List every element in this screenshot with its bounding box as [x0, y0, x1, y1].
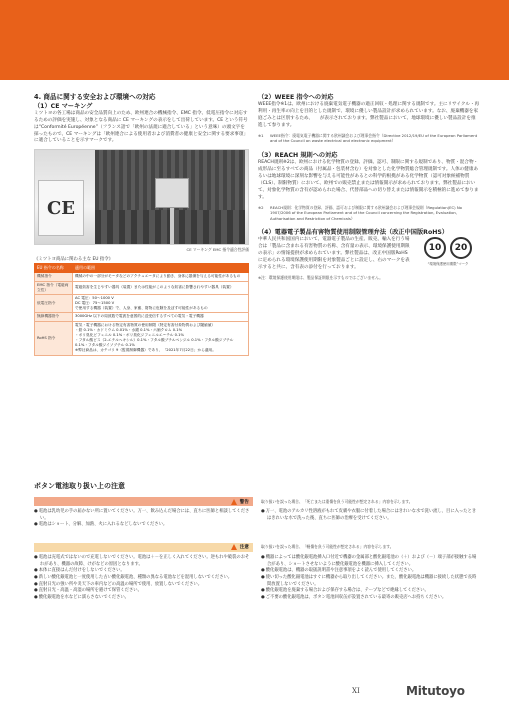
- table-cell-scope: 電磁妨害を生じやすい器具（装置）または性能がこのような妨害に影響されやすい器具（装置）: [73, 281, 249, 294]
- china-rohs-block: [258, 237, 480, 271]
- battery-title: ボタン電池取り扱い上の注意: [34, 482, 125, 490]
- table-row: [35, 273, 249, 281]
- ce-photo-caption: CE マーキング EMC 指令適合性評価: [186, 247, 249, 253]
- list-item: ● 電池はショート、分解、加熱、火に入れるなどしないでください。: [34, 522, 253, 529]
- right-column: [258, 93, 480, 280]
- caution-band-row: [34, 543, 480, 552]
- list-item: ● ご不要の酸化銀電池は、ボタン電池回収缶が設置されている最寄の販売店へお持ちください。: [261, 595, 480, 602]
- caution-list-left: [34, 555, 253, 602]
- eu-directives-table: [34, 263, 249, 355]
- weee-heading: （2）WEEE 指令への対応: [258, 94, 334, 101]
- caution-lists: [34, 555, 480, 602]
- epup-mark-caption: “環境保護使用期限”マーク: [427, 262, 469, 267]
- epup-20-icon: 20: [450, 237, 472, 259]
- china-rohs-body: 中華人民共和国国内において、電器電子製品の生産、販売、輸入を行う場合は「製品に含まれる有害物質の名称、含有量の表示、環境保護使用期限の表示」の情報提供が求められています。弊社製品は、改正中国版RoHSに定められる環境保護使用期限を対象製品ごとに設定し、右のマークを表示すると共に、含有表の添付を行っております。: [258, 237, 410, 271]
- battery-section: [34, 481, 480, 602]
- table-cell-name: RoHS 指令: [35, 321, 73, 355]
- page-footer: [0, 680, 509, 720]
- ce-heading: （1）CE マーキング: [34, 102, 93, 110]
- left-column: [34, 93, 249, 356]
- table-cell-scope: 3000GHz 以下の周波数で電波を意図的に送受信するすべての電気・電子機器: [73, 313, 249, 321]
- weee-footnote-mark: ※1: [258, 132, 264, 138]
- ce-photo: [34, 149, 249, 245]
- list-item: ● 電池は充電式ではないので充電しないでください。電池は＋－を正しく入れてください。逆もれや破裂のおそれがあり、機器の故障、けがなどの原因となります。: [34, 555, 253, 568]
- warning-label: 警告: [239, 499, 249, 505]
- weee-footnote: [258, 133, 480, 144]
- china-rohs-heading: （4）電器電子製品有害物質使用制限管理弁法（改正中国版RoHS）: [258, 229, 449, 237]
- list-item: ● 機器によっては酸化銀電池挿入口付近で機器の金属部と酸化銀電池の（＋）および（－）端子部が接触する場合があり、ショートさせないように酸化銀電池を機器に挿入してください。: [261, 555, 480, 568]
- caution-list-right: [261, 555, 480, 602]
- section-title: 4. 商品に関する安全および環境への対応: [34, 93, 156, 101]
- reach-body: REACH規則※2は、欧州における化学物質の登録、評価、認可、制限に関する規制であり、物質・混合物・成形品に至るすべての商品（付属品・包装材含む）を対象とした化学物質総合管理規制です。人体の健康あるいは地球環境に深刻な影響を与える可能性があるとの科学的根拠がある化学物質（認可対象候補物質（CLS）、制限物質）において、欧州での販売禁止または情報開示が求められております。弊社製品において、対象化学物質の含有が認められた場合、代替部品への切り替えまたは情報開示を積極的に進めて参ります。: [258, 160, 479, 200]
- warning-description: 取り扱いを誤った場合、「死亡または重傷を負う可能性が想定される」内容を示します。: [261, 498, 413, 504]
- table-cell-name: 機械指令: [35, 273, 73, 281]
- table-cell-scope: 電気・電子機器における特定有害物質の使用制限（特定有害付象物質および閾値値） ・鉛 0.1%・カドミウム 0.01%・水銀 0.1%・六価クロム 0.1% ・ポリ臭化ビフェニル 0.1%・ポリ臭化ジフェニルエーテル 0.1% ・フタル酸ビス（2-エチルヘキシル）0.1%・フタル酸ブチルベンジル 0.1%・フタル酸ジブチル 0.1%・フタル酸ジイソブチル 0.1% ※弊社商品は、カテゴリ 9（監視制御機器）であり、「2021年7月22日」から適用。: [73, 321, 249, 355]
- header-orange-band: [0, 0, 509, 80]
- list-item: ● 万一、電池のアルカリ性溶液がもれて皮膚や衣服に付着した場合にはきれいな水で洗い流し、目に入ったときはきれいな水で洗った後、直ちに医師の治療を受けてください。: [261, 509, 480, 522]
- list-item: ● 本体に直接はんだ付けをしないでください。: [34, 568, 253, 575]
- table-row: [35, 281, 249, 294]
- table-cell-name: 無線機器指令: [35, 313, 73, 321]
- table-cell-scope: 機械の中の一部分がモータなどのアクチュエータにより動き、身体に損傷を与える可能性があるもの: [73, 273, 249, 281]
- list-item: ● 新しい酸化銀電池と一度使用した古い酸化銀電池、種類の異なる電池などを混用しないでください。: [34, 575, 253, 582]
- table-row: [35, 294, 249, 313]
- antenna-image: [155, 178, 189, 208]
- reach-footnote: [258, 205, 480, 222]
- weee-footnote-text: WEEE指令：廃電気電子機器に関する欧州議会および理事会指令（Directive 2012/19/EU of the European Parliament and of the Council on waste electrical and electronic equipment）: [270, 132, 478, 144]
- list-item: ● 酸化銀電池を廃棄する場合および保存する場合は、テープなどで絶縁してください。: [261, 588, 480, 595]
- table-cell-scope: AC 電圧：50〜1000 V DC 電圧：75〜1500 V で使用する機器（装置）で、人身、家畜、財物に危険を及ぼす可能性があるもの: [73, 294, 249, 313]
- warning-lists: [34, 509, 480, 529]
- china-rohs-note: ※注：環境保護使用期限は、製品保証期限を示すものではございません。: [258, 274, 383, 280]
- caution-label: 注意: [239, 545, 249, 551]
- table-row: [35, 321, 249, 355]
- list-item: ● 直射日光の強い所や炎天下の車内などの高温の場所で使用、放置しないでください。: [34, 582, 253, 589]
- caution-description: 取り扱いを誤った場合、「軽傷を負う可能性が想定される」内容を示します。: [261, 544, 394, 550]
- page-number: XI: [352, 687, 360, 695]
- epup-marks: [416, 237, 480, 266]
- caution-band: [34, 543, 253, 552]
- mitutoyo-logo: Mitutoyo: [406, 684, 465, 698]
- table-header-scope: 適用の範囲: [73, 264, 249, 273]
- reach-footnote-mark: ※2: [258, 204, 264, 210]
- list-item: ● 直射日光・高温・高湿の場所を避けて保管ください。: [34, 588, 253, 595]
- ce-mark-icon: CE: [38, 180, 84, 236]
- epup-10-icon: 10: [424, 237, 446, 259]
- warning-band: [34, 497, 253, 506]
- warning-triangle-icon: [231, 499, 237, 505]
- ce-body: ミツトヨの各工場は商品の安全品質向上のため、欧州連合の機械指令、EMC 指令、低電圧指令に対応するための評価を実施し、対象となる商品に CE マーキングの表示をして出荷しています。CE という符号は“Conformité Européenne”（フランス語で「欧州の法規に適合している」という意味）の頭文字を採ったもので、CE マーキングは「欧州連合による使用者および消費者の健康と安全に関する要求事項」に適合していることを示すマークです。: [34, 110, 249, 144]
- eu-table-title: 《ミツトヨ商品に関わる主な EU 指令》: [34, 257, 114, 263]
- table-row: [35, 313, 249, 321]
- caution-triangle-icon: [231, 544, 237, 550]
- reach-footnote-text: REACH規則：化学物質の登録、評価、認可および制限に関する欧州議会および理事会規則（Regulation(EC) No 1907/2006 of the European Parliament and of the Council concerning the Registration, Evaluation, Authorisation and Restriction of Chemicals）: [270, 204, 463, 221]
- list-item: ● 電池は乳幼児の手の届かない所に置いてください。万一、飲み込んだ場合には、直ちに医師と相談してください。: [34, 509, 253, 522]
- warning-list-right: [261, 509, 480, 529]
- table-cell-name: EMC 指令（電磁両立性）: [35, 281, 73, 294]
- weee-body: WEEE指令※1は、欧州における廃棄電気電子機器の適正回収・処理に関する規制です。主にリサイクル・再利用・再生率の向上を目的とした規制で、環境に優しい製品設計が求められています。なお、廃棄機器を家庭ごみとは区別するため、 が表示されております。弊社製品において、地球環境に優しい製品設計を推進して参ります。: [258, 102, 480, 129]
- table-cell-name: 低電圧指令: [35, 294, 73, 313]
- warning-band-row: [34, 497, 480, 506]
- antenna-stand-image: [170, 208, 174, 244]
- list-item: ● 酸化銀電池を水などに濡らさないでください。: [34, 595, 253, 602]
- reach-heading: （3）REACH 規則への対応: [258, 151, 338, 159]
- table-header-name: EU 指令の名称: [35, 264, 73, 273]
- list-item: ● 酸化銀電池は、機器の取扱説明書や注意事項をよく読んで使用してください。: [261, 568, 480, 575]
- warning-list-left: [34, 509, 253, 529]
- list-item: ● 使い切った酸化銀電池はすぐに機器から取り出してください。また、酸化銀電池は機器に接続した状態で長時間放置しないでください。: [261, 575, 480, 588]
